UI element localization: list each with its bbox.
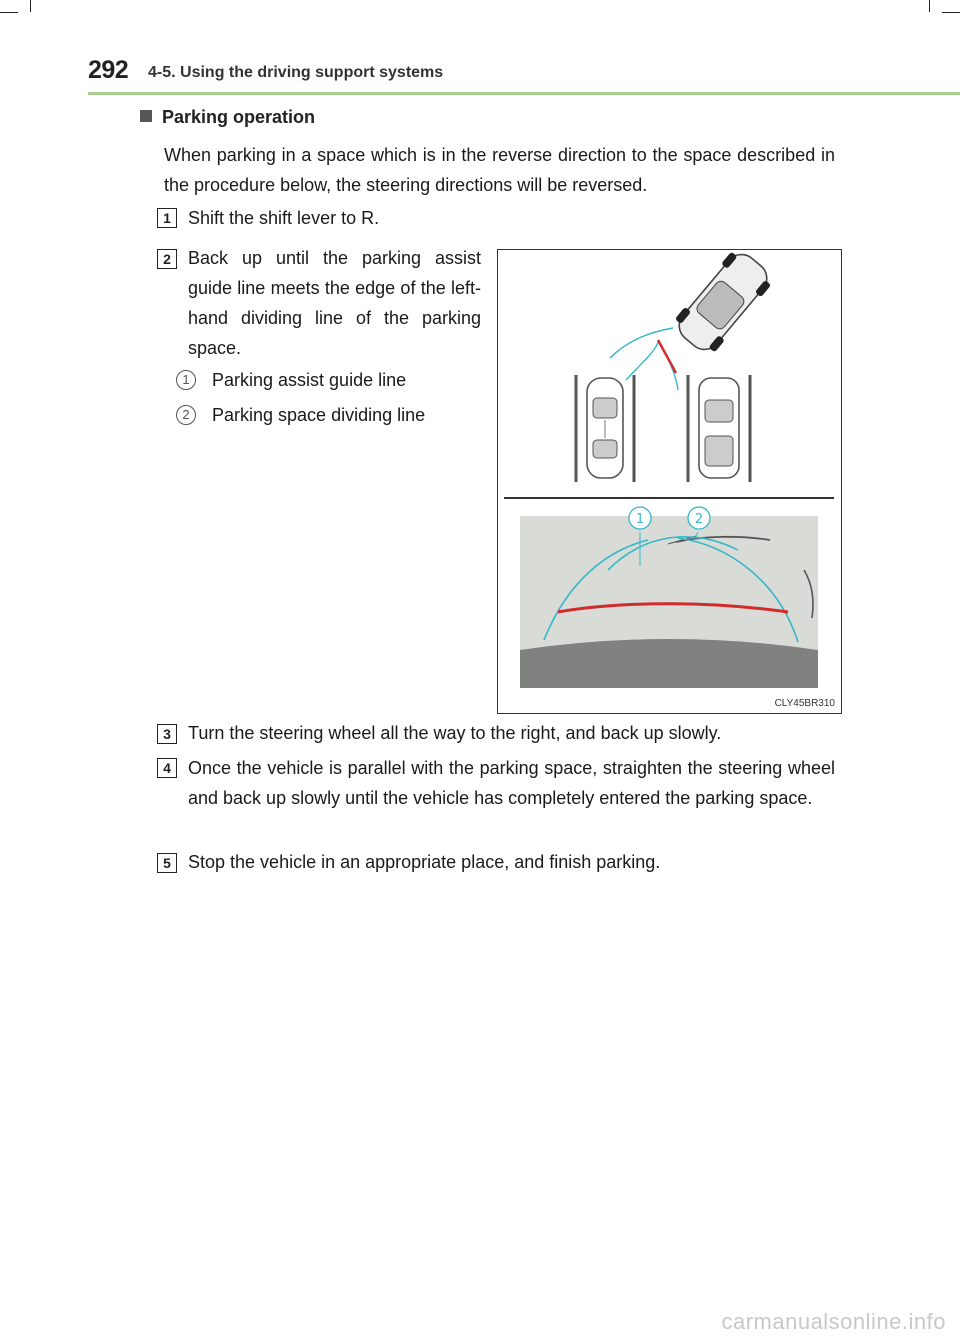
intro-paragraph: When parking in a space which is in the reverse direction to the space described in the procedure below, the steering directions will be reversed. [164,145,835,195]
callout-2-label: 2 [694,512,704,527]
step-5-text: Stop the vehicle in an appropriate place, and finish parking. [188,852,661,872]
crop-mark-left [0,0,18,13]
parking-illustration [497,249,842,714]
extension-line-b [626,342,658,380]
heading-bullet-icon [140,110,152,122]
guide-line-top [658,340,676,373]
extension-line-c [658,342,678,390]
step-2-text: Back up until the parking assist guide line meets the edge of the left-hand dividing line of the parking space. [188,248,481,358]
step-number-2: 2 [157,249,177,269]
crop-mark-right [942,0,960,13]
legend-number-2: 2 [176,405,196,425]
step-number-5: 5 [157,853,177,873]
parked-car-right [699,378,739,478]
page-header [88,52,960,96]
parked-car-left [587,378,623,478]
page-number: 292 [88,56,129,84]
step-3-text: Turn the steering wheel all the way to the right, and back up slowly. [188,723,722,743]
section-title: 4-5. Using the driving support systems [148,64,444,81]
legend-2-text: Parking space dividing line [212,405,426,425]
header-divider [88,92,960,95]
site-watermark: carmanualsonline.info [721,1309,946,1334]
callout-2 [688,507,710,529]
figure-code: CLY45BR310 [774,698,835,709]
legend-1-text: Parking assist guide line [212,370,407,390]
camera-screen [520,516,818,688]
legend-number-1: 1 [176,370,196,390]
heading-text: Parking operation [162,107,316,127]
step-number-4: 4 [157,758,177,778]
step-4-text: Once the vehicle is parallel with the parking space, straighten the steering wheel and back up slowly until the vehicle has completely entered the parking space. [188,758,835,808]
extension-line-a [610,328,673,358]
step-number-3: 3 [157,724,177,744]
crop-mark-right-vertical [929,0,930,12]
parking-diagram-svg [498,250,841,713]
reversing-car [670,250,777,359]
crop-mark-left-vertical [30,0,31,12]
callout-1 [629,507,651,529]
callout-1-label: 1 [635,512,645,527]
step-1-text: Shift the shift lever to R. [188,208,380,228]
subsection-heading [140,107,315,128]
step-number-1: 1 [157,208,177,228]
